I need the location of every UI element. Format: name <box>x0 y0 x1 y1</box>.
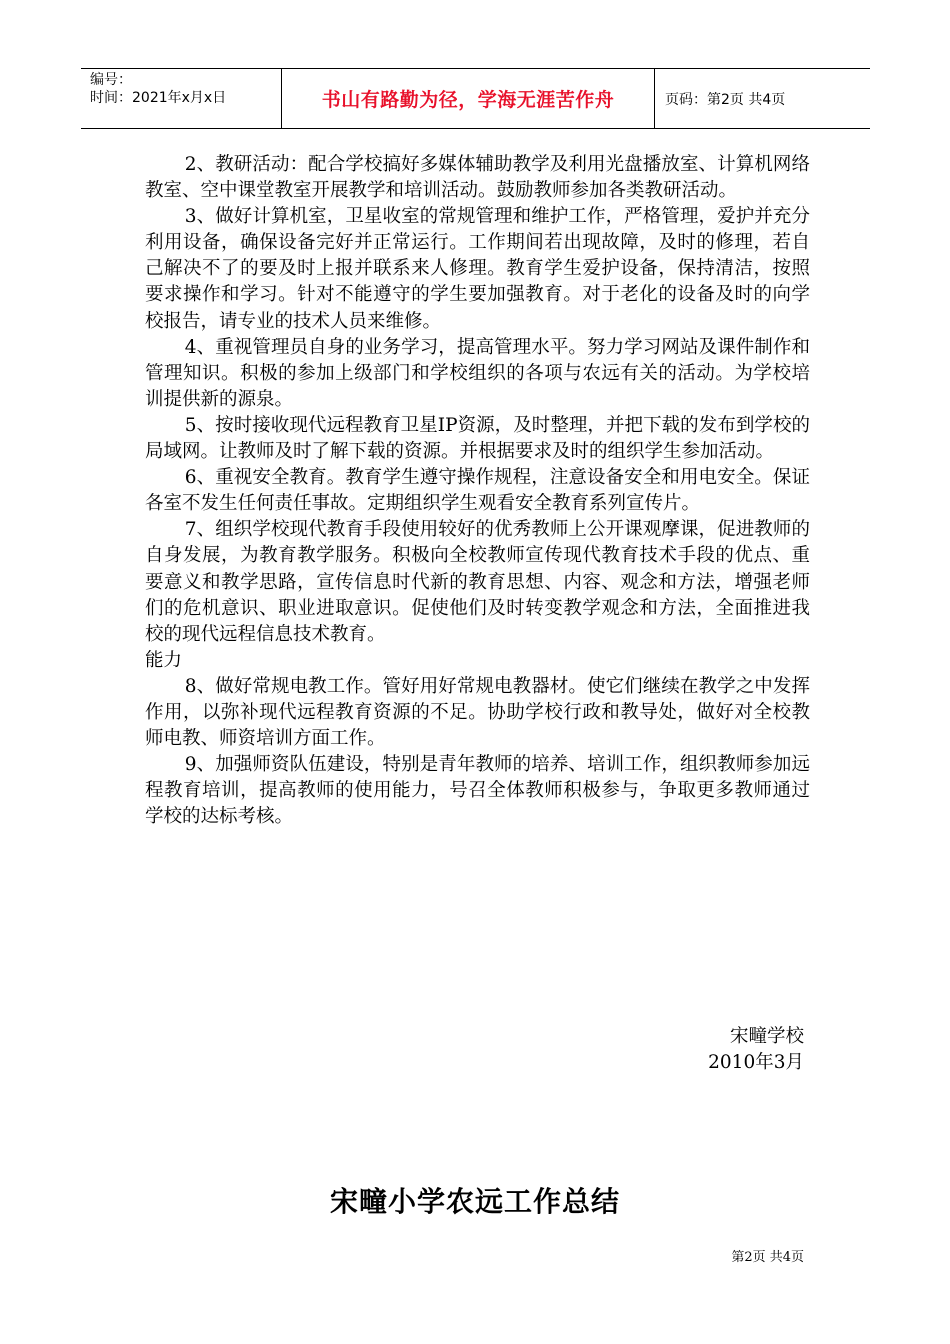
page-header <box>81 68 870 129</box>
time-label: 时间：2021年x月x日 <box>90 90 227 106</box>
document-body <box>145 152 810 830</box>
paragraph-9: 9、加强师资队伍建设，特别是青年教师的培养、培训工作，组织教师参加远程教育培训，提高教师的使用能力，号召全体教师积极参与，争取更多教师通过学校的达标考核。 <box>145 754 810 828</box>
paragraph-2: 2、教研活动：配合学校搞好多媒体辅助教学及利用光盘播放室、计算机网络教室、空中课堂教室开展教学和培训活动。鼓励教师参加各类教研活动。 <box>145 154 810 202</box>
paragraph-8: 8、做好常规电教工作。管好用好常规电教器材。使它们继续在教学之中发挥作用，以弥补现代远程教育资源的不足。协助学校行政和教导处，做好对全校教师电教、师资培训方面工作。 <box>145 675 810 750</box>
paragraph-3: 3、做好计算机室，卫星收室的常规管理和维护工作，严格管理，爱护并充分利用设备，确保设备完好并正常运行。工作期间若出现故障，及时的修理，若自己解决不了的要及时上报并联系来人修理。教育学生爱护设备，保持清洁，按照要求操作和学习。针对不能遵守的学生要加强教育。对于老化的设备及时的向学校报告，请专业的技术人员来维修。 <box>145 206 810 332</box>
signature-school: 宋疃学校 <box>729 1026 804 1047</box>
header-motto: 书山有路勤为径，学海无涯苦作舟 <box>282 69 655 128</box>
page-footer: 第2页 共4页 <box>731 1250 804 1265</box>
paragraph-7: 7、组织学校现代教育手段使用较好的优秀教师上公开课观摩课，促进教师的自身发展，为教育教学服务。积极向全校教师宣传现代教育技术手段的优点、重要意义和教学思路，宣传信息时代新的教育思想、内容、观念和方法，增强老师们的危机意识、职业进取意识。促使他们及时转变教学观念和方法，全面推进我校的现代远程信息技术教育。 <box>145 519 810 645</box>
header-page-info: 页码：第2页 共4页 <box>665 91 786 108</box>
orphan-line: 能力 <box>145 649 183 671</box>
signature-block <box>708 1024 804 1076</box>
paragraph-6: 6、重视安全教育。教育学生遵守操作规程，注意设备安全和用电安全。保证各室不发生任何责任事故。定期组织学生观看安全教育系列宣传片。 <box>145 467 810 515</box>
number-label: 编号： <box>90 72 132 88</box>
header-meta <box>81 69 282 128</box>
paragraph-4: 4、重视管理员自身的业务学习，提高管理水平。努力学习网站及课件制作和管理知识。积极的参加上级部门和学校组织的各项与农远有关的活动。为学校培训提供新的源泉。 <box>145 336 810 410</box>
signature-date: 2010年3月 <box>708 1052 804 1073</box>
paragraph-5: 5、按时接收现代远程教育卫星IP资源，及时整理，并把下载的发布到学校的局域网。让教师及时了解下载的资源。并根据要求及时的组织学生参加活动。 <box>145 414 810 463</box>
document-title: 宋疃小学农远工作总结 <box>329 1185 620 1218</box>
